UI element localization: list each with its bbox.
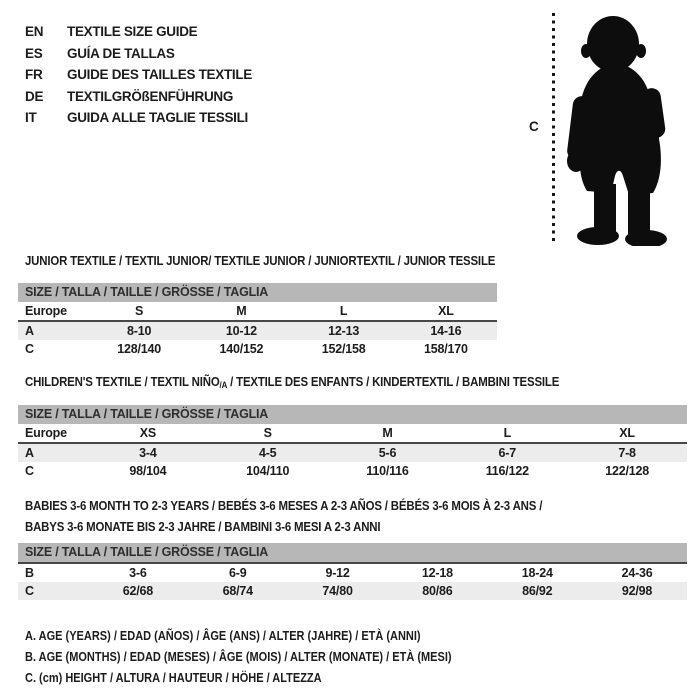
lang-row-es <box>25 43 252 65</box>
size-cell: 3-4 <box>139 446 157 460</box>
babies-section-heading <box>25 495 613 537</box>
children-heading-sub: /A <box>219 380 228 390</box>
size-cell: XL <box>619 426 635 440</box>
size-cell: 10-12 <box>225 324 257 338</box>
note-b <box>25 647 510 668</box>
size-cell: 158/170 <box>423 342 468 356</box>
height-dotted-line <box>552 13 555 244</box>
row-label: C <box>25 342 34 356</box>
size-cell: M <box>236 304 247 318</box>
size-cell: S <box>263 426 272 440</box>
children-heading-text <box>25 374 559 390</box>
junior-size-table <box>18 283 497 358</box>
lang-title: TEXTILGRÖßENFÜHRUNG <box>67 88 234 104</box>
babies-size-table <box>18 543 687 600</box>
size-cell: 12-13 <box>328 324 360 338</box>
lang-title: GUIDA ALLE TAGLIE TESSILI <box>67 110 248 125</box>
size-cell: 86/92 <box>522 584 553 598</box>
legend-notes <box>25 626 510 689</box>
lang-row-en <box>25 21 252 43</box>
size-cell: 9-12 <box>325 566 350 580</box>
toddler-silhouette-icon <box>558 10 698 246</box>
size-cell: 8-10 <box>127 324 152 338</box>
language-title-block <box>25 21 252 129</box>
size-band-text: SIZE / TALLA / TAILLE / GRÖSSE / TAGLIA <box>25 545 269 559</box>
size-cell: 6-9 <box>229 566 247 580</box>
size-cell: 24-36 <box>621 566 653 580</box>
size-cell: 128/140 <box>117 342 162 356</box>
row-label: Europe <box>25 426 67 440</box>
children-heading-pre: CHILDREN'S TEXTILE / TEXTIL NIÑO <box>25 374 220 389</box>
row-label: A <box>25 324 34 338</box>
size-cell: L <box>503 426 511 440</box>
size-cell: 7-8 <box>618 446 636 460</box>
size-cell: 140/152 <box>219 342 264 356</box>
table-row-c <box>18 462 687 480</box>
size-cell: 6-7 <box>498 446 517 460</box>
size-band <box>18 405 687 424</box>
children-section-heading <box>25 374 632 390</box>
table-row-c <box>18 582 687 600</box>
size-cell: 14-16 <box>430 324 462 338</box>
row-label: A <box>25 446 34 460</box>
size-cell: L <box>339 304 348 318</box>
note-a-text: A. AGE (YEARS) / EDAD (AÑOS) / ÂGE (ANS) / ALTER (JAHRE) / ETÀ (ANNI) <box>25 629 421 643</box>
children-size-table <box>18 405 687 480</box>
lang-row-fr <box>25 64 252 86</box>
note-c-text: C. (cm) HEIGHT / ALTURA / HAUTEUR / HÖHE / ALTEZZA <box>25 671 322 685</box>
size-cell: 110/116 <box>366 464 409 478</box>
size-cell: XL <box>438 304 454 318</box>
lang-title: TEXTILE SIZE GUIDE <box>67 24 198 39</box>
size-cell: 18-24 <box>521 566 553 580</box>
size-cell: 74/80 <box>322 584 353 598</box>
size-cell: 12-18 <box>421 566 453 580</box>
size-cell: 122/128 <box>605 464 649 478</box>
table-row-a <box>18 322 497 340</box>
lang-row-it <box>25 107 252 129</box>
size-cell: XS <box>139 426 157 440</box>
lang-code: ES <box>25 45 43 61</box>
size-cell: 3-6 <box>129 566 147 580</box>
note-c <box>25 668 510 689</box>
junior-heading-text: JUNIOR TEXTILE / TEXTIL JUNIOR/ TEXTILE JUNIOR / JUNIORTEXTIL / JUNIOR TESSILE <box>25 253 496 268</box>
table-row-europe <box>18 302 497 320</box>
table-row-a <box>18 444 687 462</box>
lang-code: EN <box>25 24 44 39</box>
lang-code: IT <box>25 110 37 125</box>
table-row-europe <box>18 424 687 442</box>
babies-heading-line2: BABYS 3-6 MONATE BIS 2-3 JAHRE / BAMBINI 3-6 MESI A 2-3 ANNI <box>25 519 381 534</box>
row-label: C <box>25 464 34 478</box>
row-label: C <box>25 584 34 598</box>
table-row-c <box>18 340 497 358</box>
size-cell: S <box>135 304 144 318</box>
size-band-text: SIZE / TALLA / TAILLE / GRÖSSE / TAGLIA <box>25 407 269 421</box>
note-b-text: B. AGE (MONTHS) / EDAD (MESES) / ÂGE (MOIS) / ALTER (MONATE) / ETÀ (MESI) <box>25 650 452 664</box>
children-heading-post: / TEXTILE DES ENFANTS / KINDERTEXTIL / BAMBINI TESSILE <box>227 374 560 389</box>
size-cell: 62/68 <box>122 584 154 598</box>
lang-code: DE <box>25 88 44 104</box>
lang-title: GUIDE DES TAILLES TEXTILE <box>67 67 253 82</box>
size-cell: 98/104 <box>129 464 167 478</box>
lang-title: GUÍA DE TALLAS <box>67 45 175 61</box>
junior-section-heading <box>25 253 559 268</box>
lang-row-de <box>25 86 252 108</box>
size-cell: 104/110 <box>246 464 290 478</box>
height-measure-label: C <box>529 119 539 134</box>
size-band <box>18 283 497 302</box>
size-cell: 92/98 <box>621 584 653 598</box>
size-band <box>18 543 687 562</box>
size-cell: 116/122 <box>485 464 529 478</box>
size-cell: 68/74 <box>222 584 253 598</box>
size-cell: 152/158 <box>321 342 366 356</box>
size-cell: 5-6 <box>378 446 397 460</box>
size-band-text: SIZE / TALLA / TAILLE / GRÖSSE / TAGLIA <box>25 285 269 299</box>
note-a <box>25 626 510 647</box>
size-cell: 4-5 <box>258 446 277 460</box>
table-row-b <box>18 564 687 582</box>
lang-code: FR <box>25 67 43 82</box>
babies-heading-line1: BABIES 3-6 MONTH TO 2-3 YEARS / BEBÉS 3-6 MESES A 2-3 AÑOS / BÉBÉS 3-6 MOIS À 2-3 ANS / <box>25 498 543 513</box>
size-cell: M <box>382 426 393 440</box>
size-cell: 80/86 <box>422 584 453 598</box>
row-label: Europe <box>25 304 67 318</box>
row-label: B <box>25 566 34 580</box>
